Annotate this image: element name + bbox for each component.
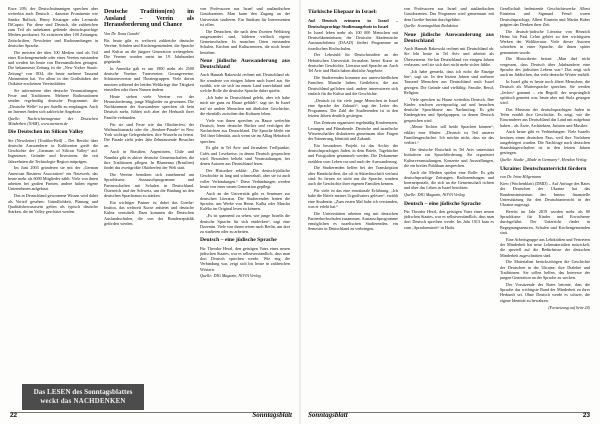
paragraph: Gesellschaft bedeutende Geschichtswerke Albert Einsteins und Sigmund Freud waren Deutschsprachige, Albert Einstein und Martin Buber prägten das Denken ihrer Zeit. <box>500 6 590 27</box>
paragraph: Auch Hannah Rakowski rechnet mit Deutschland ab: Sie wanderte vor einigen Jahren nach Israel aus. Sie erzählt, wie sie sich im neuen Land zurechtfand und welche Rolle die deutsche Sprache dabei spielte. <box>200 72 290 94</box>
article-heading: Deutsch – eine jüdische Sprache <box>404 200 481 207</box>
paragraph: Auch die Medien spielen eine Rolle: Es gibt deutschsprachige Zeitungen, Radiosendungen und Internetportale, die sich an die Gemeinschaft richten und über das Leben in Israel berichten. <box>404 169 494 191</box>
paragraph: Bis heute gibt es weltweit zahlreiche deutsche Vereine, Schulen und Kirchengemeinden, die Sprache und Kultur an die jüngere Generation weitergeben. Die Vereine wurden meist im 19. Jahrhundert gegründet. <box>104 38 194 65</box>
paragraph: In Amerika gab es um 1900 mehr als 2500 deutsche Vereine: Turnvereine, Gesangvereine, Schützenvereine und Theatergruppen. Viele davon mussten während der beiden Weltkriege ihre Tätigkeit einstellen oder ihren Namen ändern. <box>104 65 194 92</box>
paragraph: Für viele ist das eine emotionale Erfahrung. „Ich habe die Briefe meines Urgroßvaters gelesen“, erzählt eine Studentin. „Zum ersten Mal habe ich verstanden, was er erlebt hat.“ <box>308 188 398 209</box>
banner-line-1: Das LESEN des Sonntagsblattes <box>33 388 133 396</box>
article-heading: Neue jüdische Auswanderung aus Deutschland <box>404 31 494 44</box>
paragraph: Die deutsch-jüdische Literatur von Heinrich Heine bis Paul Celan gehört zu den wichtigsten Werken der Weltliteratur. Viele dieser Autoren schrieben in einer Sprache, die ihnen später genommen wurde. <box>500 28 590 55</box>
paragraph: Der Lehrstuhl für Deutschstudien an der Hebräischen Universität Jerusalem bietet Kurse in deutscher Geschichte, Literatur und Sprache an. Auch Tel Aviv und Haifa haben ähnliche Angebote. <box>308 52 398 74</box>
paragraph: In Israel leben mehr als 100 000 Menschen mit Deutschkenntnissen; der Deutsche Akademische Austauschdienst (DAAD) fördert Programme an israelischen Hochschulen. <box>308 29 398 51</box>
paragraph: „Ich habe in Deutschland gelebt, aber ich habe mich nie ganz zu Hause gefühlt“, sagt sie. In Israel traf sie andere Menschen mit ähnlicher Geschichte, die ebenfalls zwischen den Kulturen leben. <box>200 95 290 116</box>
paragraph: Für Theodor Herzl, den geistigen Vater eines neuen jüdischen Staates, war es selbstverständlich, dass man dort Deutsch sprechen werde. Wie eng die Verbindung war, zeigt sich bis heute in zahlreichen Wörtern. <box>200 245 290 272</box>
byline: Von Dr. Ilona Gundel <box>104 30 140 36</box>
paragraph: von Professoren aus Israel und ausländischen Gastdozenten. Das Programm wird gemeinsam mit dem Goethe-Institut durchgeführt. <box>404 6 494 22</box>
paragraph: Auch heute gibt es Verbindungen: Viele Israelis besitzen einen deutschen Pass, weil ihre Vorfahren ausgebürgert wurden. Die Nachfrage nach deutschen Staatsbürgerschaften ist in den letzten Jahren gestiegen. <box>500 129 590 156</box>
paragraph: Für Theodor Herzl, den geistigen Vater eines neuen jüdischen Staates, war es selbstverständlich, dass man dort Deutsch sprechen werde. Im Jahr 1913 kam es zum „Sprachenstreit“ in Haifa. <box>404 208 494 230</box>
paragraph: Das Museum der deutschsprachigen Juden in Tefen erzählt ihre Geschichte. Es zeigt, wie die Einwanderer aus Deutschland das Land mit aufgebaut haben – als Ärzte, Architekten, Juristen und Musiker. <box>500 106 590 128</box>
left-column-1 <box>8 6 98 404</box>
right-column-2 <box>404 6 494 404</box>
paragraph: von Professoren aus Israel und ausländischen Gastdozenten. Man kann den Zugang an der Universität studieren. Ein Studium für Interessenten ist offen. <box>200 6 290 27</box>
paragraph: Heute stehen viele Vereine vor der Herausforderung, junge Mitglieder zu gewinnen. Die Nachkommen der Auswanderer sprechen oft kein Deutsch mehr, fühlen sich aber der Herkunft ihrer Familie verbunden. <box>104 93 194 120</box>
paragraph: Die Studierenden helfen bei der Transkription alter Handschriften, die oft in Sütterlinschrift verfasst sind. So lernen sie nicht nur die Sprache, sondern auch die Geschichte ihrer eigenen Familien kennen. <box>308 165 398 187</box>
paragraph: Das in Deutschland gewonnene Wissen wird dabei als Vorteil gesehen: Gründlichkeit, Planung und Qualitätsbewusstsein gelten als typisch deutsche Stärken, die im Valley geschätzt werden. <box>8 193 98 215</box>
paragraph: Für sie sind Feste wie das Oktoberfest, der Weihnachtsmarkt oder die „Steuben-Parade“ in New York wichtige Gelegenheiten, ihre Wurzeln zu feiern. Die Parade zieht jedes Jahr Zehntausende Besucher an. <box>104 121 194 148</box>
paragraph: Viele von ihnen sprechen zu Hause weiterhin Deutsch, lesen deutsche Bücher und verfolgen die Nachrichten aus Deutschland. Die Sprache bleibt ein Teil ihrer Identität, auch wenn sie im Alltag Hebräisch sprechen. <box>200 117 290 144</box>
right-column-3 <box>500 6 590 404</box>
promo-banner <box>22 384 144 410</box>
paragraph: Die Historikerin betont: „Man darf nicht vergessen, dass Deutsch über Jahrhunderte eine Sprache des jüdischen Lebens war.“ Das zeigt sich auch im Jiddischen, das viele deutsche Wörter enthält. <box>500 56 590 78</box>
paragraph: Eine Arbeitsgruppe aus Lehrkräften und Vertretern der Minderheit hat neue Lehrmaterialien entwickelt, die speziell auf die Bedürfnisse der deutschen Minderheit zugeschnitten sind. <box>500 236 590 258</box>
paragraph: In Israel gibt es heute noch ältere Menschen, die Deutsch als Muttersprache sprechen. Sie werden „Jeckes“ genannt – ein Begriff, der ursprünglich spöttisch gemeint war, heute aber mit Stolz getragen wird. <box>500 79 590 106</box>
paragraph: Die meisten der über 100 Medien sind als Teil einer Kirchengemeinde oder eines Vereins entstanden und werden bis heute von Ehrenamtlichen getragen. Die bekannteste Zeitung ist die „New Yorker Staats-Zeitung“ von 1834, die heute mehrere Tausend Abonnenten hat. Vor allem in den Großstädten der Ostküste erscheinen Vereinsblätter. <box>8 49 98 87</box>
article-heading: Deutsche Tradition(en) im Ausland – Verein als Herausforderung und Chance <box>104 9 194 29</box>
left-column-2 <box>104 6 194 404</box>
left-page-footer <box>0 412 300 422</box>
paragraph: Sie (Newsletter) (Tonfilm-Bell) – Der Bericht über deutsche Auswanderer in Kalifornien greift die Geschichte der „Germans of Silicon Valley“ auf: Ingenieure, Gründer und Investoren, die seit Jahrzehnten die Technologie-Region mitprägen. <box>8 137 98 164</box>
article-heading: Deutsch – eine jüdische Sprache <box>200 237 277 244</box>
article-heading: Neue jüdische Auswanderung aus Deutschland <box>200 57 290 71</box>
paragraph: „Deutsch ist für viele junge Menschen in Israel eine Sprache der Zukunft“, sagt der Leiter des Programms. Die Zahl der Studierenden ist in den letzten Jahren deutlich gestiegen. <box>308 97 398 119</box>
footer-rule <box>10 412 290 413</box>
paragraph: „Meine Tochter soll beide Sprachen können“, erklärt eine Mutter. „Deutsch ist Teil unserer Familiengeschichte. Ich möchte nicht, dass sie das verliert.“ <box>404 124 494 146</box>
right-page-footer <box>300 412 600 422</box>
continuation-note: (Fortsetzung auf Seite 24) <box>548 304 590 310</box>
paragraph: Der Vorsitzende des Rates betonte, dass die Sprache das wichtigste Band der Minderheit zu ihrer Herkunft sei. Ohne Deutsch werde es schwer, die eigene Identität zu bewahren. <box>500 281 590 303</box>
left-column-3 <box>200 6 290 404</box>
paragraph: Es gibt in Tel Aviv und Jerusalem Treffpunkte, Cafés und Lesekreise, in denen Deutsch gesprochen wird. Besonders beliebt sind Veranstaltungen, bei denen Autoren aus Deutschland lesen. <box>200 145 290 167</box>
article-heading: Türkische Ehepaar in Israel: <box>308 9 378 15</box>
footer-rule <box>310 412 590 413</box>
masthead: Sonntagsblatt <box>308 411 348 419</box>
paragraph: Die deutsche Botschaft in Tel Aviv unterstützt Initiativen zur Sprachförderung. Sie organisiert Kulturveranstaltungen, Konzerte und Ausstellungen, die ein breites Publikum ansprechen. <box>404 147 494 168</box>
page-number: 23 <box>582 412 590 419</box>
byline: von Dr. Irina Hilgemann <box>500 173 541 179</box>
right-page <box>300 0 600 424</box>
paragraph: Auch an der Universität gibt es Seminare zur deutschen Literatur. Die Studierenden lernen die Sprache, um Werke von Heine, Kafka oder Mascha Kaléko im Original lesen zu können. <box>200 190 290 212</box>
paragraph: Viele sprechen zu Hause weiterhin Deutsch. Ihre Kinder wachsen zweisprachig auf und besuchen deutsche Sprachkurse am Nachmittag. Es gibt Kindergärten und Spielgruppen, in denen Deutsch gesprochen wird. <box>404 96 494 123</box>
paragraph: Bereits im Jahr 2019 wurden mehr als 80 Sprachkurse für Kinder und Erwachsene durchgeführt. Der Unterricht findet in Begegnungszentren, Schulen und Kirchengemeinden statt. <box>500 208 590 235</box>
article-heading: Ukraine: Deutschunterricht fördern <box>500 165 587 172</box>
paragraph: Die Materialien berücksichtigen die Geschichte der Deutschen in der Ukraine, ihre Dialekte und Traditionen. Sie sollen helfen, das Interesse der jungen Generation an der Sprache zu wecken. <box>500 259 590 281</box>
paragraph: Im Juni 2003 gründeten sie mit der „German American Business Association“ ein Netzwerk, das heute mehr als 6000 Mitglieder zählt. Viele von ihnen arbeiten bei großen Firmen, andere haben eigene Unternehmen aufgebaut. <box>8 165 98 192</box>
article-subheading: Auf Deutsch erinnern in Israel – Deutschsprachige Studienangebote in Israel <box>308 18 398 29</box>
paragraph: „Ich habe gemerkt, dass ich nicht die Einzige bin“, sagt sie. In den letzten Jahren sind mehrere Tausend Menschen aus Deutschland nach Israel gezogen. Die Gründe sind vielfältig: Familie, Beruf, Religion. <box>404 68 494 95</box>
paragraph: Der Historiker erklärt: „Die deutsch-jüdische Geschichte ist lang und schmerzhaft, aber sie ist auch voller Verbindungen.“ Diese Verbindungen werden heute von einer neuen Generation gepflegt. <box>200 168 290 189</box>
paragraph: Ein besonderes Projekt ist das Archiv der deutschsprachigen Juden, in dem Briefe, Tagebücher und Fotografien gesammelt werden. Die Dokumente erzählen vom Leben vor und nach der Auswanderung. <box>308 142 398 164</box>
paragraph: Etwa 20% der Deutschstämmigen sprechen aber weiterhin auch Deutsch – darunter Prominente wie Sandra Bullock, Henry Kissinger oder Leonardo DiCaprio. Für diese sind Deutsch, die zahlreichen zum Teil als unbekannt geltende deutschsprachige Medien produziert. Es existieren über 100 Zeitungen, Zeitschriften, Newsletter und Radiosendungen in deutscher Sprache. <box>8 6 98 48</box>
article-heading: Die Deutschen im Silicon Valley <box>8 129 84 136</box>
paragraph: Die Universitäten arbeiten eng mit deutschen Partnerhochschulen zusammen. Austauschprogramme ermöglichen es israelischen Studierenden, ein Semester in Deutschland zu verbringen. <box>308 210 398 232</box>
source-credit: Quelle: Sonntagsblatt Redaktion <box>404 23 459 29</box>
paragraph: Die Studierenden kommen aus unterschiedlichen Familien. Manche haben Großeltern, die aus Deutschland geflohen sind; andere interessieren sich einfach für die Kultur und die Geschichte. <box>308 75 398 96</box>
source-credit: Quelle: DIG Magazin, NOVA Verlag <box>404 192 465 198</box>
source-credit: Quelle: Nachrichtenagentur der Deutschen Minderheit (NAM), www.mentem.de <box>8 115 98 127</box>
paragraph: Sie informieren über deutsche Veranstaltungen, Feste und Traditionen. Mehrere Radiostationen senden regelmäßig deutsche Programme, die „Deutsche Welle“ ist per Satellit zu empfangen. Auch im Internet finden sich zahlreiche Angebote. <box>8 87 98 114</box>
banner-line-2: weckt das NACHDENKEN <box>40 398 126 405</box>
paragraph: Kiew (Wochenblatt) (DMD) – Auf Anfrage des Rates der Deutschen der Ukraine hat das Bundesministerium des Innern finanzielle Unterstützung für den Deutschunterricht in der Ukraine zugesagt. <box>500 181 590 208</box>
paragraph: Auch Hannah Rakowski rechnet mit Deutschland ab: Sie lebt heute in Tel Aviv und arbeitet als Übersetzerin. Sie hat Deutschland vor einigen Jahren verlassen, weil sie sich dort nicht mehr sicher fühlte. <box>404 46 494 67</box>
page-number: 22 <box>10 412 18 419</box>
paragraph: Die Deutschen, die nach dem Zweiten Weltkrieg ausgewandert sind, bildeten vielfach eigene Gemeinschaften. In manchen Orten entstanden Schulen, Kirchen und Kulturzentren, die noch heute bestehen. <box>200 28 290 55</box>
paragraph: Ein wichtiger Partner ist dabei das Goethe-Institut, das weltweit Kurse anbietet und deutsche Kultur vermittelt. Dazu kommen die Deutschen Auslandsschulen, die von der Bundesrepublik gefördert werden. <box>104 199 194 226</box>
paragraph: Das Zentrum organisiert regelmäßig Konferenzen, Lesungen und Filmabende. Deutsche und israelische Wissenschaftler diskutieren gemeinsam über Fragen der Erinnerung, Identität und Zukunft. <box>308 120 398 142</box>
right-column-1 <box>308 6 398 404</box>
source-credit: Quelle: DIG Magazin, NOVA Verlag <box>200 273 261 279</box>
paragraph: „Es ist spannend zu sehen, wie junge Israelis die deutsche Sprache für sich entdecken“, sagt eine Dozentin. Viele von ihnen reisen nach Berlin, um dort zu studieren oder zu arbeiten. <box>200 213 290 234</box>
paragraph: Auch in Brasilien, Argentinien, Chile und Namibia gibt es aktive deutsche Gemeinschaften, die ihre Traditionen pflegen. In Blumenau (Brasilien) findet das zweitgrößte Oktoberfest der Welt statt. <box>104 149 194 171</box>
source-credit: Quelle: Studie „Made in Germany“, Hendon Verlag <box>500 157 587 163</box>
masthead: Sonntagsblatt <box>252 411 292 419</box>
paragraph: Die Vereine bemühen sich zunehmend um Sprachkurse, Austauschprogramme und Partnerschaften mit Schulen in Deutschland, Österreich und der Schweiz, um die Bindung an den deutschen Sprachraum zu stärken. <box>104 172 194 198</box>
